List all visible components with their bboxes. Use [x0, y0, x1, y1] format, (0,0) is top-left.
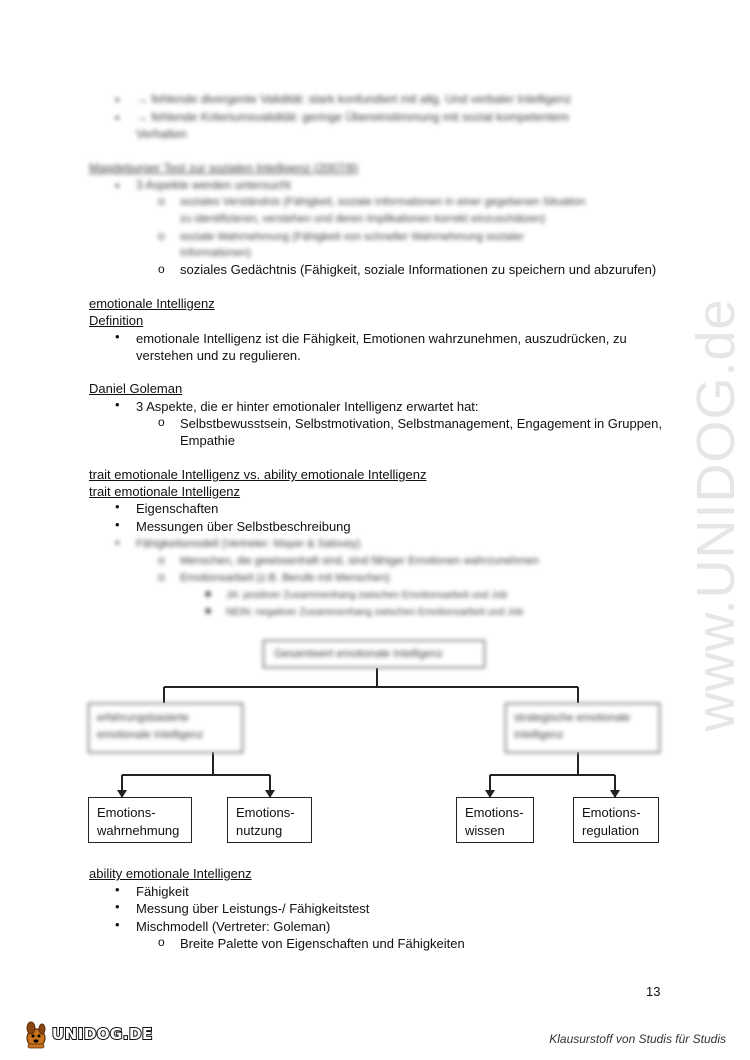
- ability-sub-1: Breite Palette von Eigenschaften und Fähigkeiten: [180, 936, 465, 951]
- blurred-bullet-2-cont: Verhalten: [136, 127, 187, 141]
- bullet-dot: •: [115, 110, 120, 125]
- trait-sub-1: Menschen, die gewissenhaft sind, sind fähiger Emotionen wahrzunehmen: [180, 555, 539, 567]
- trait-sq-2: NEIN: negativer Zusammenhang zwischen Emotionsarbeit und Job: [226, 607, 524, 618]
- definition-text: emotionale Intelligenz ist die Fähigkeit, Emotionen wahrzunehmen, auszudrücken, zu: [136, 331, 627, 346]
- bullet-dot: •: [115, 329, 120, 344]
- bullet-dot: •: [115, 92, 120, 107]
- leaf-label-line2: regulation: [582, 823, 640, 838]
- bullet-dot: •: [115, 882, 120, 897]
- bullet-dot: •: [115, 917, 120, 932]
- magdeburger-sub1-cont: zu identifizieren, verstehen und deren Implikationen korrekt einzuschätzen): [180, 213, 546, 225]
- definition-label: Definition: [89, 313, 144, 328]
- diagram-leaf-regulation: [573, 797, 659, 843]
- definition-text-cont: verstehen und zu regulieren.: [136, 348, 301, 363]
- magdeburger-sub2: soziale Wahrnehmung (Fähigkeit von schneller Wahrnehmung sozialer: [180, 231, 525, 243]
- leaf-label-line1: Emotions-: [582, 805, 641, 820]
- watermark: www.UNIDOG.de: [686, 298, 746, 732]
- bullet-dot: •: [115, 517, 120, 532]
- unidog-logo: [22, 1018, 152, 1050]
- square-bullet: ■: [205, 606, 212, 617]
- square-bullet: ■: [205, 589, 212, 600]
- circle-bullet: o: [158, 262, 165, 276]
- ability-bullet-2: Messung über Leistungs-/ Fähigkeitstest: [136, 901, 370, 916]
- goleman-sub: Selbstbewusstsein, Selbstmotivation, Selbstmanagement, Engagement in Gruppen,: [180, 416, 662, 431]
- leaf-label-line2: wahrnehmung: [97, 823, 180, 838]
- trait-bullet-2: Messungen über Selbstbeschreibung: [136, 519, 351, 534]
- leaf-label-line2: nutzung: [236, 823, 283, 838]
- trait-subheading: trait emotionale Intelligenz: [89, 484, 241, 499]
- bullet-dot: •: [115, 397, 120, 412]
- circle-bullet: o: [158, 570, 165, 584]
- magdeburger-heading: Magdeburger Test zur sozialen Intelligenz (2007/8): [89, 161, 359, 175]
- magdeburger-sub1: soziales Verständnis (Fähigkeit, soziale Informationen in einer gegebenen Situation: [180, 196, 586, 208]
- logo-text: UNIDOG.DE: [52, 1025, 153, 1043]
- diagram-left-mid-line2: emotionale Intelligenz: [97, 729, 204, 741]
- emotional-heading: emotionale Intelligenz: [89, 296, 215, 311]
- diagram-leaf-wahrnehmung: [88, 797, 192, 843]
- bullet-dot: •: [115, 899, 120, 914]
- circle-bullet: o: [158, 553, 165, 567]
- trait-bullet-1: Eigenschaften: [136, 501, 219, 516]
- magdeburger-sub2-cont: Informationen): [180, 247, 251, 259]
- diagram-right-mid-line2: Intelligenz: [514, 729, 564, 741]
- diagram-root-box: [263, 640, 485, 668]
- diagram-left-mid-line1: erfahrungsbasierte: [97, 712, 189, 724]
- diagram-leaf-wissen: [456, 797, 534, 843]
- trait-vs-ability-heading: trait emotionale Intelligenz vs. ability emotionale Intelligenz: [89, 467, 427, 482]
- leaf-label-line1: Emotions-: [236, 805, 295, 820]
- leaf-label-line1: Emotions-: [465, 805, 524, 820]
- ability-bullet-3: Mischmodell (Vertreter: Goleman): [136, 919, 331, 934]
- circle-bullet: o: [158, 415, 165, 429]
- bullet-dot: •: [115, 535, 120, 550]
- circle-bullet: o: [158, 194, 165, 208]
- diagram-right-mid-box: [505, 703, 660, 753]
- blurred-bullet-2: → fehlende Kriteriumsvalidität: geringe Übereinstimmung mit sozial kompetentem: [136, 110, 569, 124]
- trait-sq-1: JA: positiver Zusammenhang zwischen Emotionsarbeit und Job: [226, 590, 508, 601]
- bullet-dot: •: [115, 178, 120, 193]
- diagram-leaf-nutzung: [227, 797, 312, 843]
- trait-sub-2: Emotionsarbeit (z.B. Berufe mit Menschen): [180, 572, 390, 584]
- trait-bullet-3: Fähigkeitsmodell (Vertreter: Mayer & Salovey): [136, 538, 361, 550]
- diagram-root-label: Gesamtwert emotionale Intelligenz: [274, 648, 443, 660]
- goleman-bullet: 3 Aspekte, die er hinter emotionaler Intelligenz erwartet hat:: [136, 399, 479, 414]
- bullet-dot: •: [115, 499, 120, 514]
- circle-bullet: o: [158, 229, 165, 243]
- magdeburger-aspects: 3 Aspekte werden untersucht: [136, 178, 291, 192]
- page-number: 13: [646, 984, 661, 999]
- leaf-label-line2: wissen: [465, 823, 505, 838]
- leaf-label-line1: Emotions-: [97, 805, 156, 820]
- diagram-left-mid-box: [88, 703, 243, 753]
- magdeburger-sub3: soziales Gedächtnis (Fähigkeit, soziale Informationen zu speichern und abzurufen): [180, 262, 657, 277]
- goleman-heading: Daniel Goleman: [89, 381, 183, 396]
- ability-heading: ability emotionale Intelligenz: [89, 866, 252, 881]
- circle-bullet: o: [158, 935, 165, 949]
- blurred-bullet-1: → fehlende divergente Validität: stark konfundiert mit allg. Und verbaler Intelligenz: [136, 92, 572, 106]
- footer-slogan: Klausurstoff von Studis für Studis: [549, 1032, 726, 1046]
- goleman-sub-cont: Empathie: [180, 433, 235, 448]
- diagram-right-mid-line1: strategische emotionale: [514, 712, 631, 724]
- ability-bullet-1: Fähigkeit: [136, 884, 189, 899]
